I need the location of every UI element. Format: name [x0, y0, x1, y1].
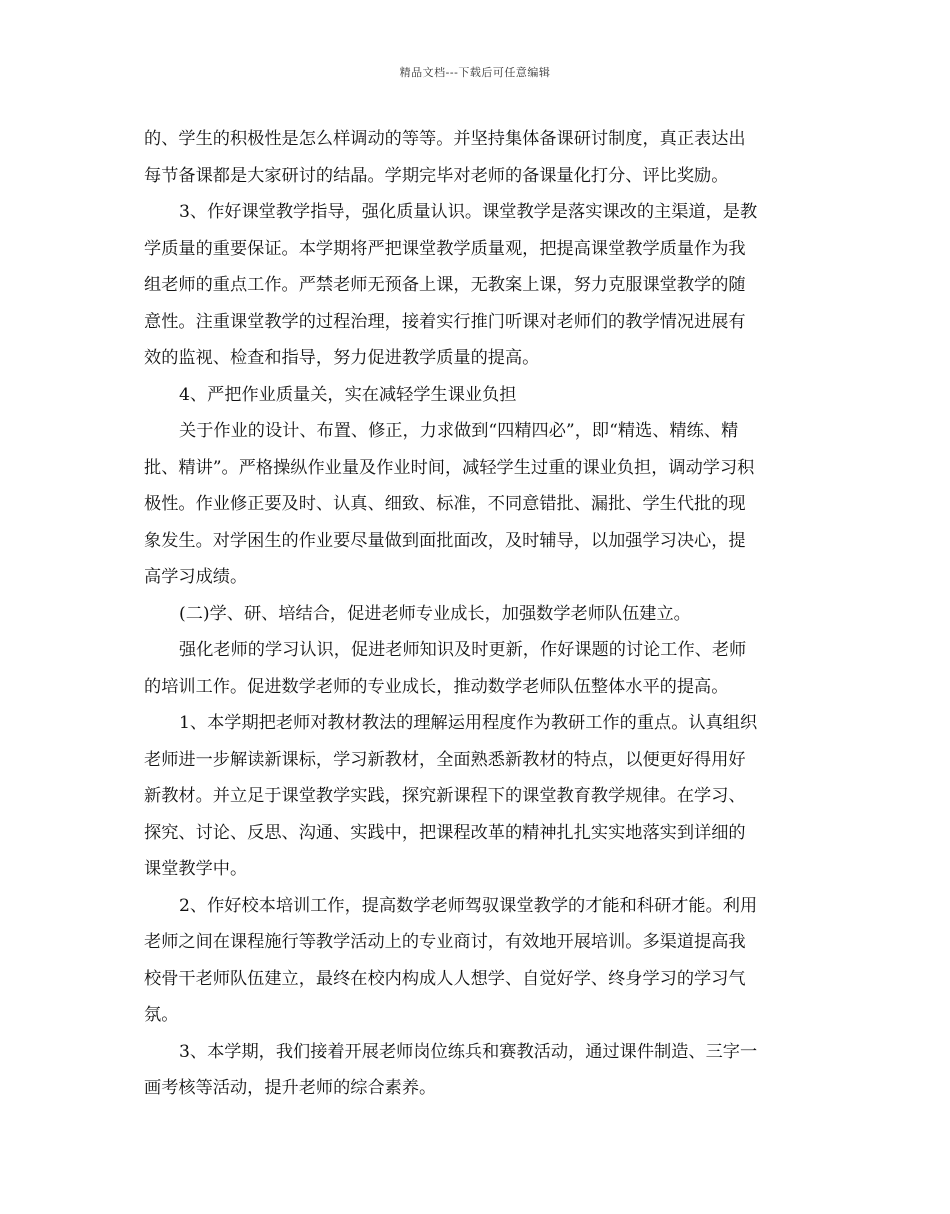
text-line: 3、本学期，我们接着开展老师岗位练兵和赛教活动，通过课件制造、三字一	[179, 1041, 758, 1062]
text-line: 3、作好课堂教学指导，强化质量认识。课堂教学是落实课改的主渠道，是教	[179, 202, 758, 222]
text-line: 新教材。并立足于课堂教学实践，探究新课程下的课堂教育教学规律。在学习、	[144, 786, 746, 806]
text-line: 1、本学期把老师对教材教法的理解运用程度作为教研工作的重点。认真组织	[179, 713, 758, 733]
text-line: 高学习成绩。	[144, 567, 248, 587]
document-body	[144, 121, 808, 1107]
text-line: 强化老师的学习认识，促进老师知识及时更新，作好课题的讨论工作、老师	[179, 640, 747, 660]
text-line: 意性。注重课堂教学的过程治理，接着实行推门听课对老师们的教学情况进展有	[144, 311, 746, 332]
text-line: 校骨干老师队伍建立，最终在校内构成人人想学、自觉好学、终身学习的学习气	[144, 968, 746, 989]
text-line: 老师之间在课程施行等教学活动上的专业商讨，有效地开展培训。多渠道提高我	[144, 932, 746, 952]
text-line: 的培训工作。促进数学老师的专业成长，推动数学老师队伍整体水平的提高。	[144, 676, 729, 697]
text-line: 探究、讨论、反思、沟通、实践中，把课程改革的精神扎扎实实地落实到详细的	[144, 822, 746, 843]
text-line: 氛。	[144, 1005, 179, 1025]
text-line: 极性。作业修正要及时、认真、细致、标准，不同意错批、漏批、学生代批的现	[144, 494, 746, 514]
text-line: 象发生。对学困生的作业要尽量做到面批面改，及时辅导，以加强学习决心，提	[144, 530, 746, 551]
text-line: 画考核等活动，提升老师的综合素养。	[144, 1078, 437, 1098]
text-line: 的、学生的积极性是怎么样调动的等等。并坚持集体备课研讨制度，真正表达出	[144, 129, 746, 149]
text-line: 2、作好校本培训工作，提高数学老师驾驭课堂教学的才能和科研才能。利用	[179, 895, 758, 916]
text-line: (二)学、研、培结合，促进老师专业成长，加强数学老师队伍建立。	[179, 603, 691, 624]
text-line: 课堂教学中。	[144, 859, 248, 879]
text-line: 关于作业的设计、布置、修正，力求做到“四精四必”，即“精选、精练、精	[179, 421, 739, 441]
text-line: 老师进一步解读新课标，学习新教材，全面熟悉新教材的特点，以便更好得用好	[144, 749, 746, 770]
text-line: 每节备课都是大家研讨的结晶。学期完毕对老师的备课量化打分、评比奖励。	[144, 165, 729, 186]
text-line: 批、精讲”。严格操纵作业量及作业时间，减轻学生过重的课业负担，调动学习积	[144, 457, 755, 478]
text-line: 4、严把作业质量关，实在减轻学生课业负担	[179, 384, 517, 405]
text-line: 效的监视、检查和指导，努力促进教学质量的提高。	[144, 348, 540, 368]
text-line: 学质量的重要保证。本学期将严把课堂教学质量观，把提高课堂教学质量作为我	[144, 238, 746, 259]
text-line: 组老师的重点工作。严禁老师无预备上课，无教案上课，努力克服课堂教学的随	[144, 275, 746, 295]
page-header: 精品文档---下载后可任意编辑	[399, 66, 551, 79]
